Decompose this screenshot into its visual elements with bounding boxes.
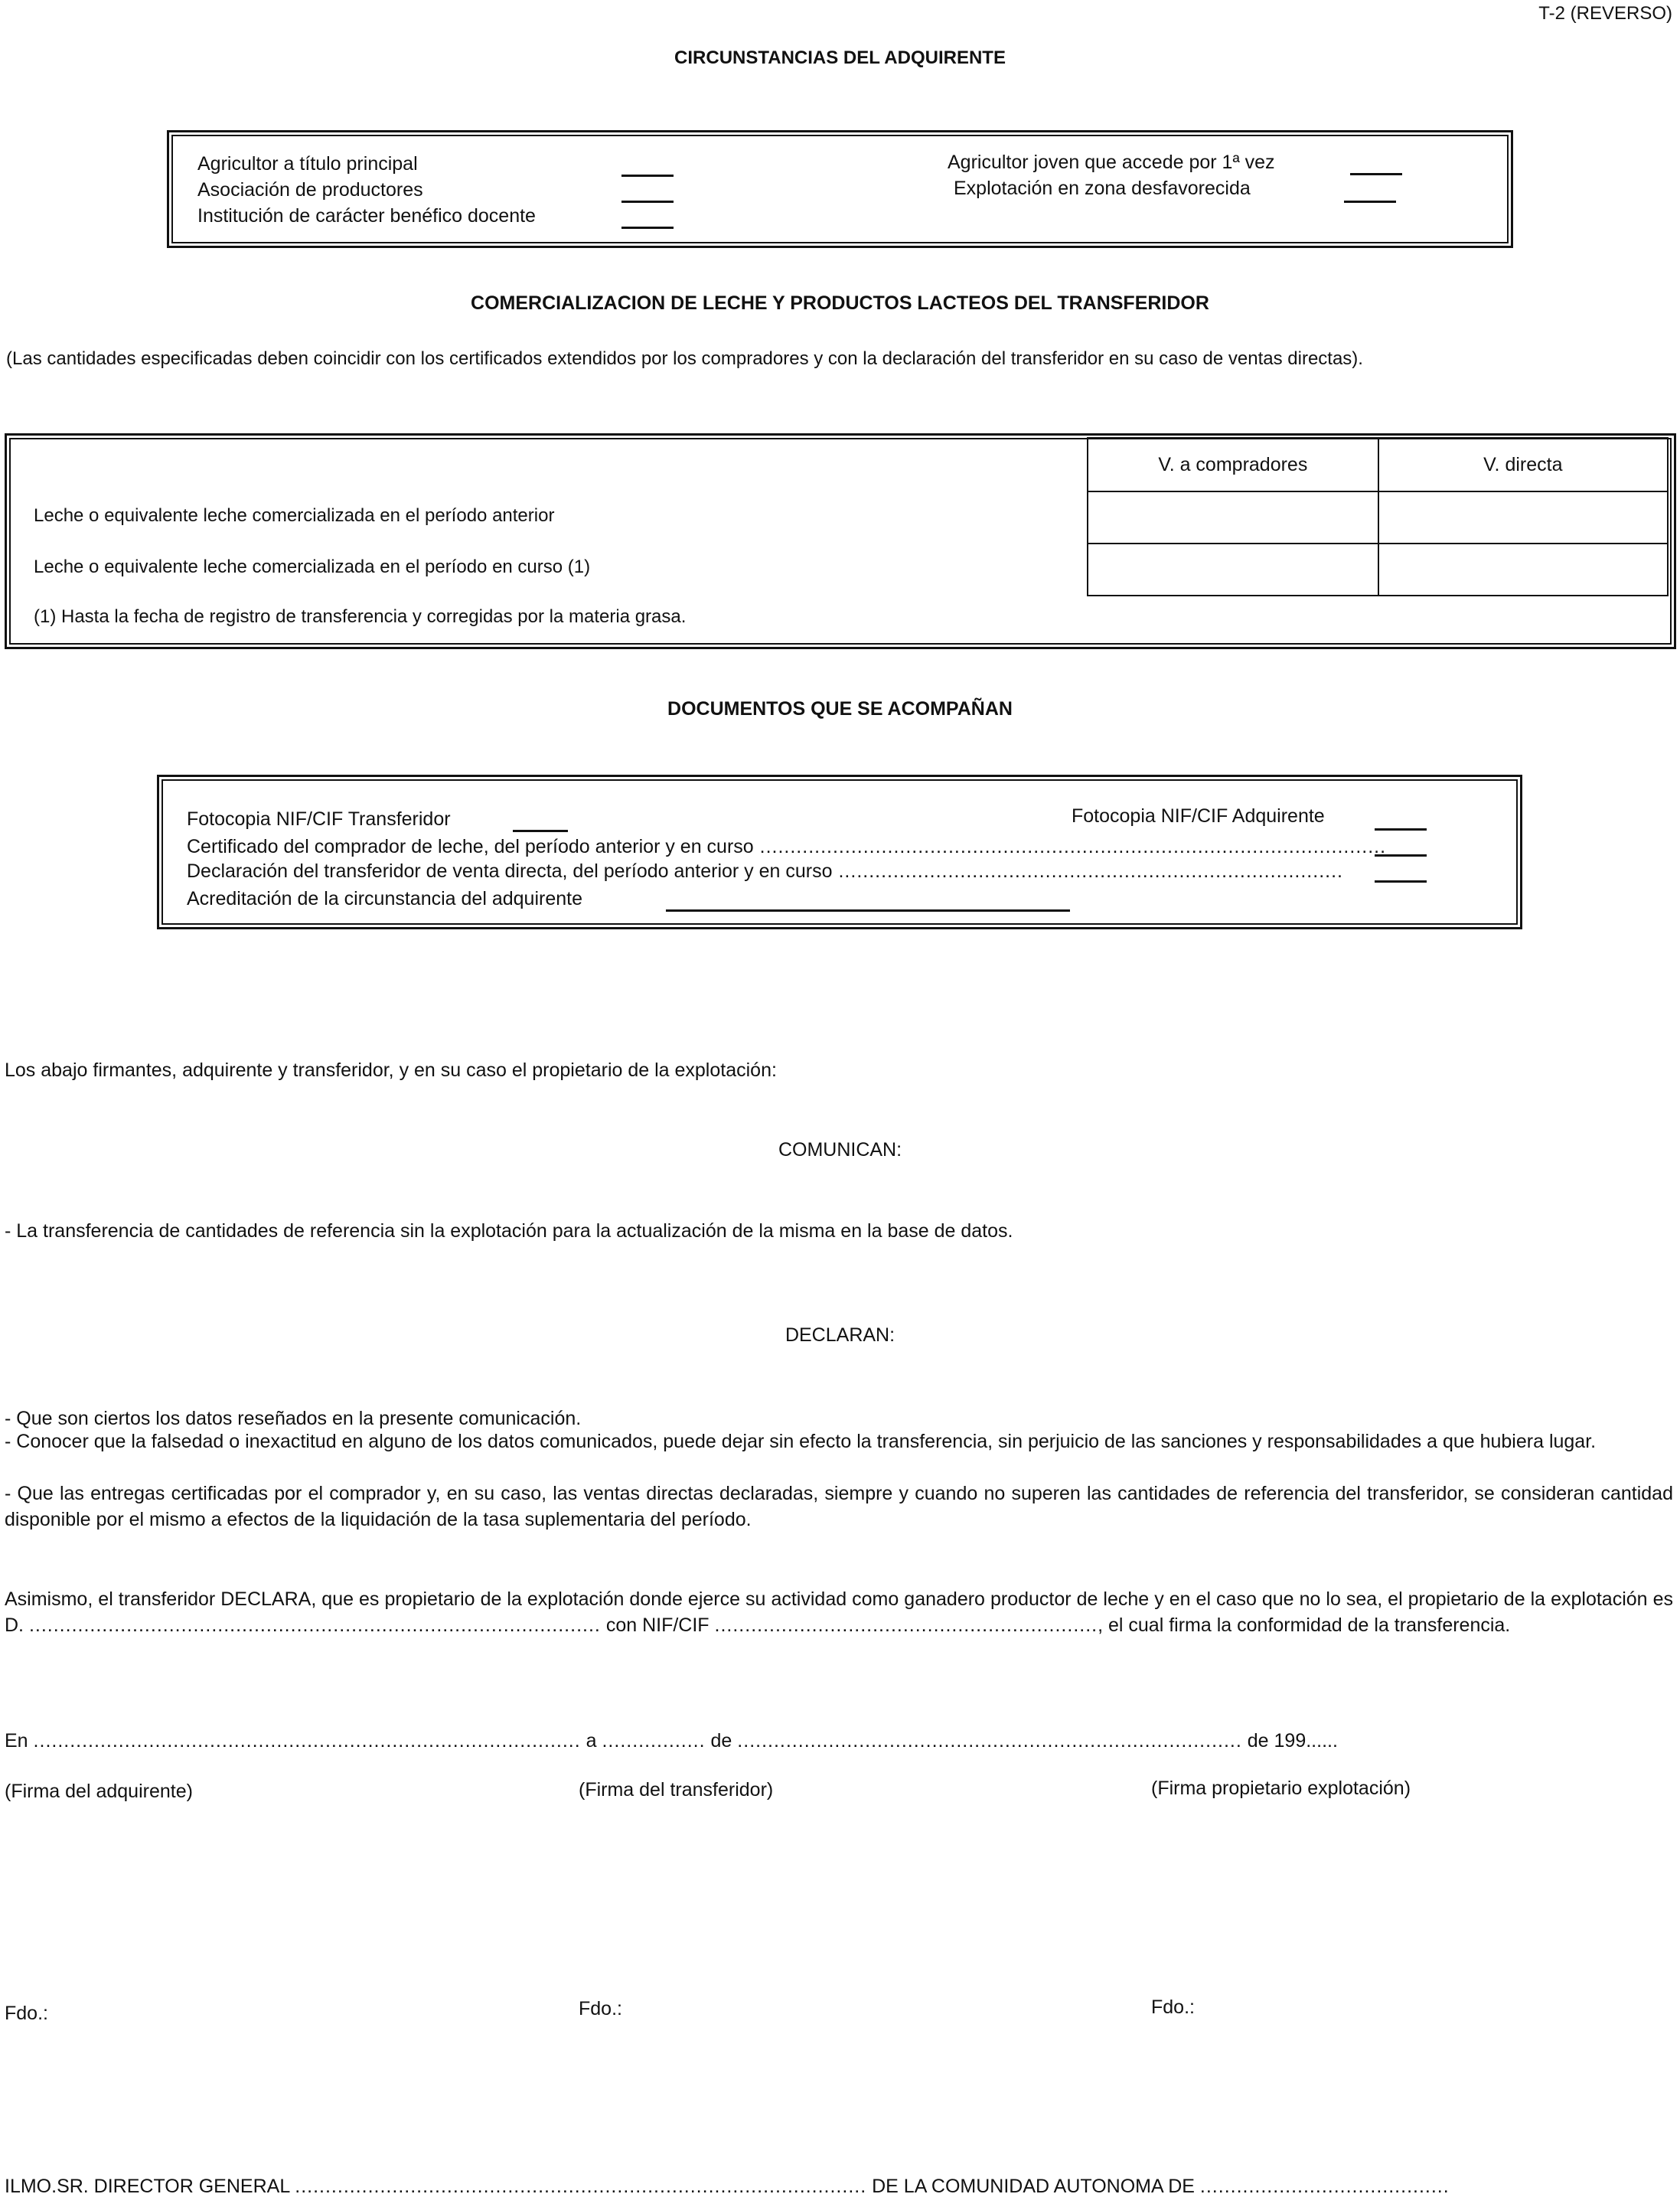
signature-propietario-label: (Firma propietario explotación)	[1151, 1778, 1411, 1799]
comunican-text: - La transferencia de cantidades de referencia sin la explotación para la actualización de la misma en la base de datos.	[5, 1220, 1013, 1242]
signature-adquirente-label: (Firma del adquirente)	[5, 1781, 193, 1802]
fdo-transferidor[interactable]: Fdo.:	[579, 1998, 622, 2019]
table-header-row	[1088, 438, 1668, 491]
comunidad-field[interactable]: .........................................	[1199, 2176, 1450, 2197]
blank-certificado[interactable]	[1375, 854, 1427, 857]
milk-footnote: (1) Hasta la fecha de registro de transferencia y corregidas por la materia grasa.	[34, 606, 687, 627]
place-field[interactable]: ..........................................................................................	[33, 1730, 581, 1752]
circumstance-zona-desfavorecida: Explotación en zona desfavorecida	[954, 178, 1251, 199]
footer-director: ILMO.SR. DIRECTOR GENERAL	[5, 2176, 290, 2197]
table-row	[1088, 491, 1668, 544]
blank-asociacion[interactable]	[621, 201, 674, 203]
col-header-directa: V. directa	[1378, 438, 1668, 491]
blank-nif-transferidor[interactable]	[513, 830, 568, 832]
milk-values-table	[1087, 437, 1669, 596]
blank-acreditacion[interactable]	[666, 909, 1070, 912]
blank-nif-adquirente[interactable]	[1375, 828, 1427, 831]
cell-anterior-compradores[interactable]	[1088, 491, 1378, 544]
blank-declaracion[interactable]	[1375, 880, 1427, 883]
declaran-item-3: - Que las entregas certificadas por el comprador y, en su caso, las ventas directas declaradas, siempre y cuando no superen las cantidades de referencia del transferidor, se consideran cantidad disponible por el mismo a efectos de la liquidación de la tasa suplementaria del período.	[5, 1483, 1673, 1530]
director-field[interactable]: ..............................................................................................	[295, 2176, 867, 2197]
blank-joven[interactable]	[1350, 173, 1402, 175]
blank-zona-desfavorecida[interactable]	[1344, 201, 1396, 203]
footer-comunidad: DE LA COMUNIDAD AUTONOMA DE	[872, 2176, 1195, 2197]
row-label-curso: Leche o equivalente leche comercializada en el período en curso (1)	[34, 557, 591, 577]
intro-text: Los abajo firmantes, adquirente y transferidor, y en su caso el propietario de la explotación:	[5, 1059, 777, 1081]
doc-nif-adquirente: Fotocopia NIF/CIF Adquirente	[1072, 805, 1325, 827]
fdo-propietario[interactable]: Fdo.:	[1151, 1996, 1195, 2018]
form-code: T-2 (REVERSO)	[1538, 3, 1672, 24]
cell-curso-directa[interactable]	[1378, 544, 1668, 596]
milk-note: (Las cantidades especificadas deben coincidir con los certificados extendidos por los compradores y con la declaración del transferidor en su caso de ventas directas).	[6, 348, 1363, 369]
section-title-comercializacion: COMERCIALIZACION DE LECHE Y PRODUCTOS LACTEOS DEL TRANSFERIDOR	[471, 292, 1209, 314]
col-header-compradores: V. a compradores	[1088, 438, 1378, 491]
circumstance-institucion: Institución de carácter benéfico docente	[197, 205, 536, 227]
footer-line	[5, 2176, 1673, 2198]
blank-institucion[interactable]	[621, 227, 674, 229]
place-date-line: En .......................................................................................... a ................. de ................................................................................... de 199......	[5, 1730, 1338, 1752]
doc-acreditacion: Acreditación de la circunstancia del adquirente	[187, 888, 582, 909]
declaran-item-1: - Que son ciertos los datos reseñados en la presente comunicación.	[5, 1408, 582, 1429]
declaran-title: DECLARAN:	[785, 1324, 895, 1346]
month-field[interactable]: ...................................................................................	[737, 1730, 1242, 1752]
day-field[interactable]: .................	[602, 1730, 706, 1752]
declaran-item-2: - Conocer que la falsedad o inexactitud en alguno de los datos comunicados, puede dejar sin efecto la transferencia, sin perjuicio de las sanciones y responsabilidades a que hubiera lugar.	[5, 1431, 1597, 1452]
blank-titulo-principal[interactable]	[621, 175, 674, 177]
fdo-adquirente[interactable]: Fdo.:	[5, 2003, 48, 2024]
circumstance-joven: Agricultor joven que accede por 1ª vez	[948, 152, 1275, 173]
doc-nif-transferidor: Fotocopia NIF/CIF Transferidor	[187, 808, 451, 830]
table-row	[1088, 544, 1668, 596]
row-label-anterior: Leche o equivalente leche comercializada en el período anterior	[34, 505, 555, 526]
doc-certificado: Certificado del comprador de leche, del período anterior y en curso .......................................................................................................	[187, 836, 1387, 857]
circumstance-titulo-principal: Agricultor a título principal	[197, 153, 418, 175]
section-title-adquirente: CIRCUNSTANCIAS DEL ADQUIRENTE	[674, 47, 1006, 68]
circumstance-asociacion: Asociación de productores	[197, 179, 423, 201]
cell-curso-compradores[interactable]	[1088, 544, 1378, 596]
signature-transferidor-label: (Firma del transferidor)	[579, 1779, 774, 1801]
cell-anterior-directa[interactable]	[1378, 491, 1668, 544]
section-title-documentos: DOCUMENTOS QUE SE ACOMPAÑAN	[667, 698, 1013, 720]
asimismo-paragraph: Asimismo, el transferidor DECLARA, que es propietario de la explotación donde ejerce su actividad como ganadero productor de leche y en el caso que no lo sea, el propietario de la explotación es D. .............................................................................................. con NIF/CIF ..............................................................., el cual firma la conformidad de la transferencia.	[5, 1588, 1673, 1636]
doc-declaracion: Declaración del transferidor de venta directa, del período anterior y en curso ...................................................................................	[187, 860, 1343, 882]
comunican-title: COMUNICAN:	[778, 1139, 902, 1161]
